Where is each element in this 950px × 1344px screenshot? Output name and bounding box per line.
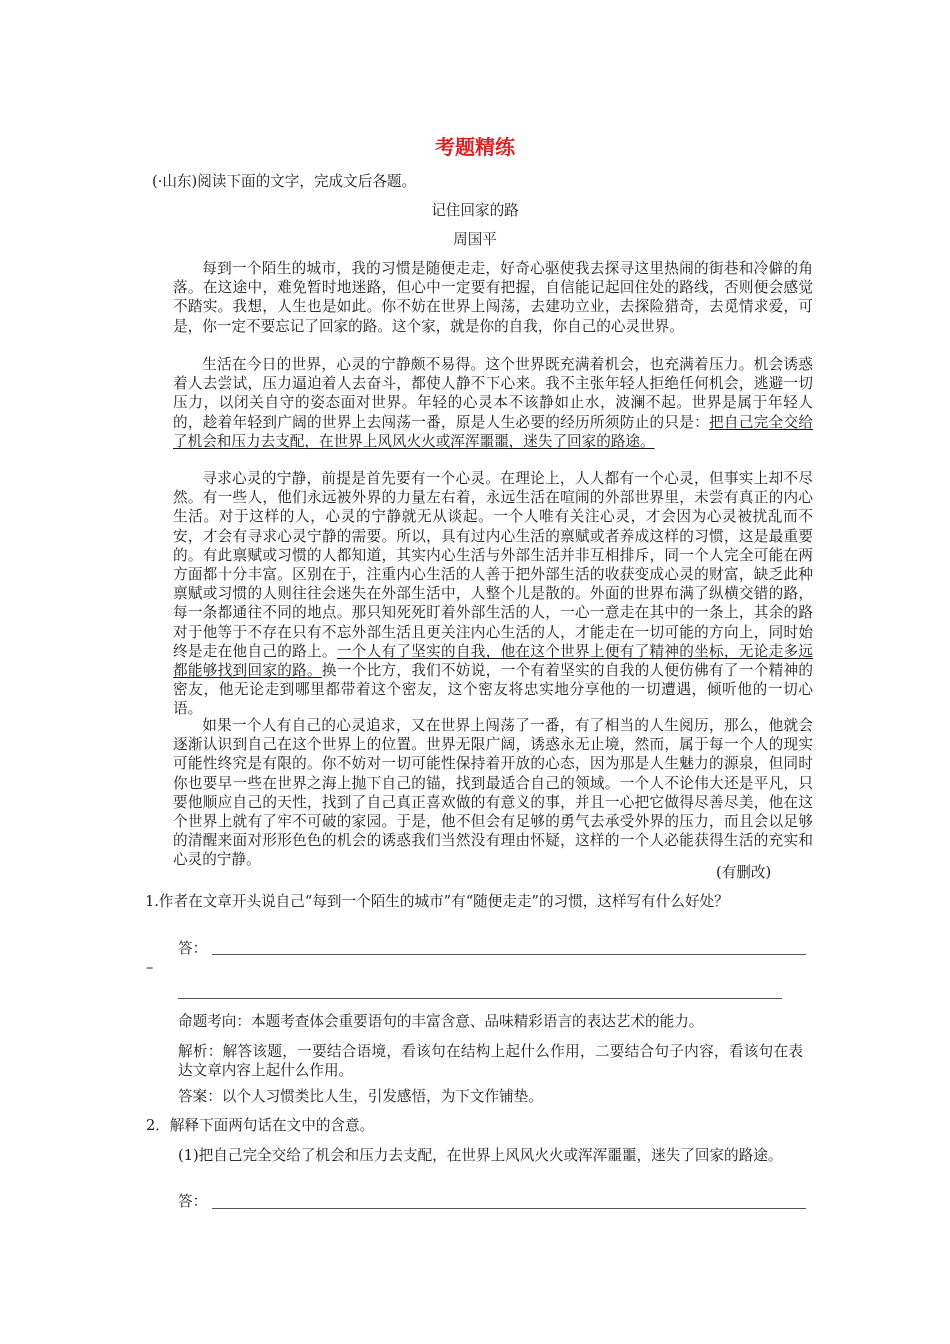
dash-mark: – <box>146 959 154 976</box>
question-1 <box>145 892 805 911</box>
paragraph-4: 如果一个人有自己的心灵追求，又在世界上闯荡了一番，有了相当的人生阅历，那么，他就会逐渐认识到自己在这个世界上的位置。世界无限广阔，诱惑永无止境，然而，属于每一个人的现实可能性终究是有限的。你不妨对一切可能性保持着开放的心态，因为那是人生魅力的源泉，但同时你也要早一些在世界之海上抛下自己的锚，找到最适合自己的领域。一个人不论伟大还是平凡，只要他顺应自己的天性，找到了自己真正喜欢做的有意义的事，并且一心把它做得尽善尽美，他在这个世界上就有了牢不可破的家园。于是，他不但会有足够的勇气去承受外界的压力，而且会以足够的清醒来面对形形色色的机会的诱惑我们当然没有理由怀疑，这样的一个人必能获得生活的充实和心灵的宁静。 <box>173 717 813 869</box>
edit-note: (有删改) <box>716 864 772 881</box>
paragraph-2-text: 生活在今日的世界，心灵的宁静颇不易得。这个世界既充满着机会，也充满着压力。机会诱惑着人去尝试，压力逼迫着人去奋斗，都使人静不下心来。我不主张年轻人拒绝任何机会，逃避一切压力，以闭关自守的姿态面对世界。年轻的心灵本不该静如止水，波澜不起。世界是属于年轻人的，趁着年轻到广阔的世界上去闯荡一番，原是人生必要的经历所须防止的只是： <box>173 356 813 431</box>
q1-intent: 命题考向：本题考查体会重要语句的丰富含意、品味精彩语言的表达艺术的能力。 <box>178 1013 704 1030</box>
paragraph-3-text: 寻求心灵的宁静，前提是首先要有一个心灵。在理论上，人人都有一个心灵，但事实上却不尽然。有一些人，他们永远被外界的力量左右着，永远生活在喧闹的外部世界里，未尝有真正的内心生活。对于这样的人，心灵的宁静就无从谈起。一个人唯有关注心灵，才会因为心灵被扰乱而不安，才会有寻求心灵宁静的需要。所以，具有过内心生活的禀赋或者养成这样的习惯，这是最重要的。有此禀赋或习惯的人都知道，其实内心生活与外部生活并非互相排斥，同一个人完全可能在两方面都十分丰富。区别在于，注重内心生活的人善于把外部生活的收获变成心灵的财富，缺乏此种禀赋或习惯的人则往往会迷失在外部生活中，人整个儿是散的。外面的世界布满了纵横交错的路，每一条都通往不同的地点。那只知死死盯着外部生活的人，一心一意走在其中的一条上，其余的路对于他等于不存在只有不忘外部生活且更关注内心生活的人，才能走在一切可能的方向上，同时始终是走在他自己的路上。 <box>173 470 813 660</box>
question-2: 2．解释下面两句话在文中的含意。 <box>146 1117 375 1134</box>
paragraph-2-underlined-sentence: 把自己完全交给了机会和压力去支配，在世界上风风火火或浑浑噩噩，迷失了回家的路途。 <box>173 413 813 450</box>
answer-line-3[interactable] <box>212 1208 806 1209</box>
article-author: 周国平 <box>453 231 497 248</box>
paragraph-1: 每到一个陌生的城市，我的习惯是随便走走，好奇心驱使我去探寻这里热闹的街巷和冷僻的角落。在这途中，难免暂时地迷路，但心中一定要有把握，自信能记起回住处的路线，否则便会感觉不踏实。我想，人生也是如此。你不妨在世界上闯荡，去建功立业，去探险猎奇，去觅情求爱，可是，你一定不要忘记了回家的路。这个家，就是你的自我，你自己的心灵世界。 <box>173 260 813 335</box>
answer-label-2: 答： <box>178 1193 208 1210</box>
paragraph-3-tail: 换一个比方，我们不妨说，一个有着坚实的自我的人便仿佛有了一个精神的密友，他无论走到哪里都带着这个密友，这个密友将忠实地分享他的一切遭遇，倾听他的一切心语。 <box>173 662 813 718</box>
paragraph-3 <box>173 469 813 719</box>
question-1-text: 1.作者在文章开头说自己“每到一个陌生的城市”有“随便走走”的习惯，这样写有什么好处？ <box>145 893 729 910</box>
paragraph-2 <box>173 355 813 451</box>
page-title: 考题精练 <box>435 135 515 159</box>
question-2-item-1: (1)把自己完全交给了机会和压力去支配，在世界上风风火火或浑浑噩噩，迷失了回家的路途。 <box>178 1147 783 1164</box>
q1-analysis: 解析：解答该题，一要结合语境，看该句在结构上起什么作用，二要结合句子内容，看该句在表达文章内容上起什么作用。 <box>178 1043 803 1080</box>
q1-answer: 答案：以个人习惯类比人生，引发感悟，为下文作铺垫。 <box>178 1088 543 1105</box>
answer-line-2[interactable] <box>178 998 782 999</box>
answer-line-1[interactable] <box>212 954 806 955</box>
article-title: 记住回家的路 <box>431 202 519 219</box>
paragraph-3-underlined-sentence: 一个人有了坚实的自我，他在这个世界上便有了精神的坐标，无论走多远都能够找到回家的路。 <box>173 642 813 680</box>
answer-label-1: 答： <box>178 940 208 957</box>
source-line: (·山东)阅读下面的文字，完成文后各题。 <box>152 173 417 190</box>
